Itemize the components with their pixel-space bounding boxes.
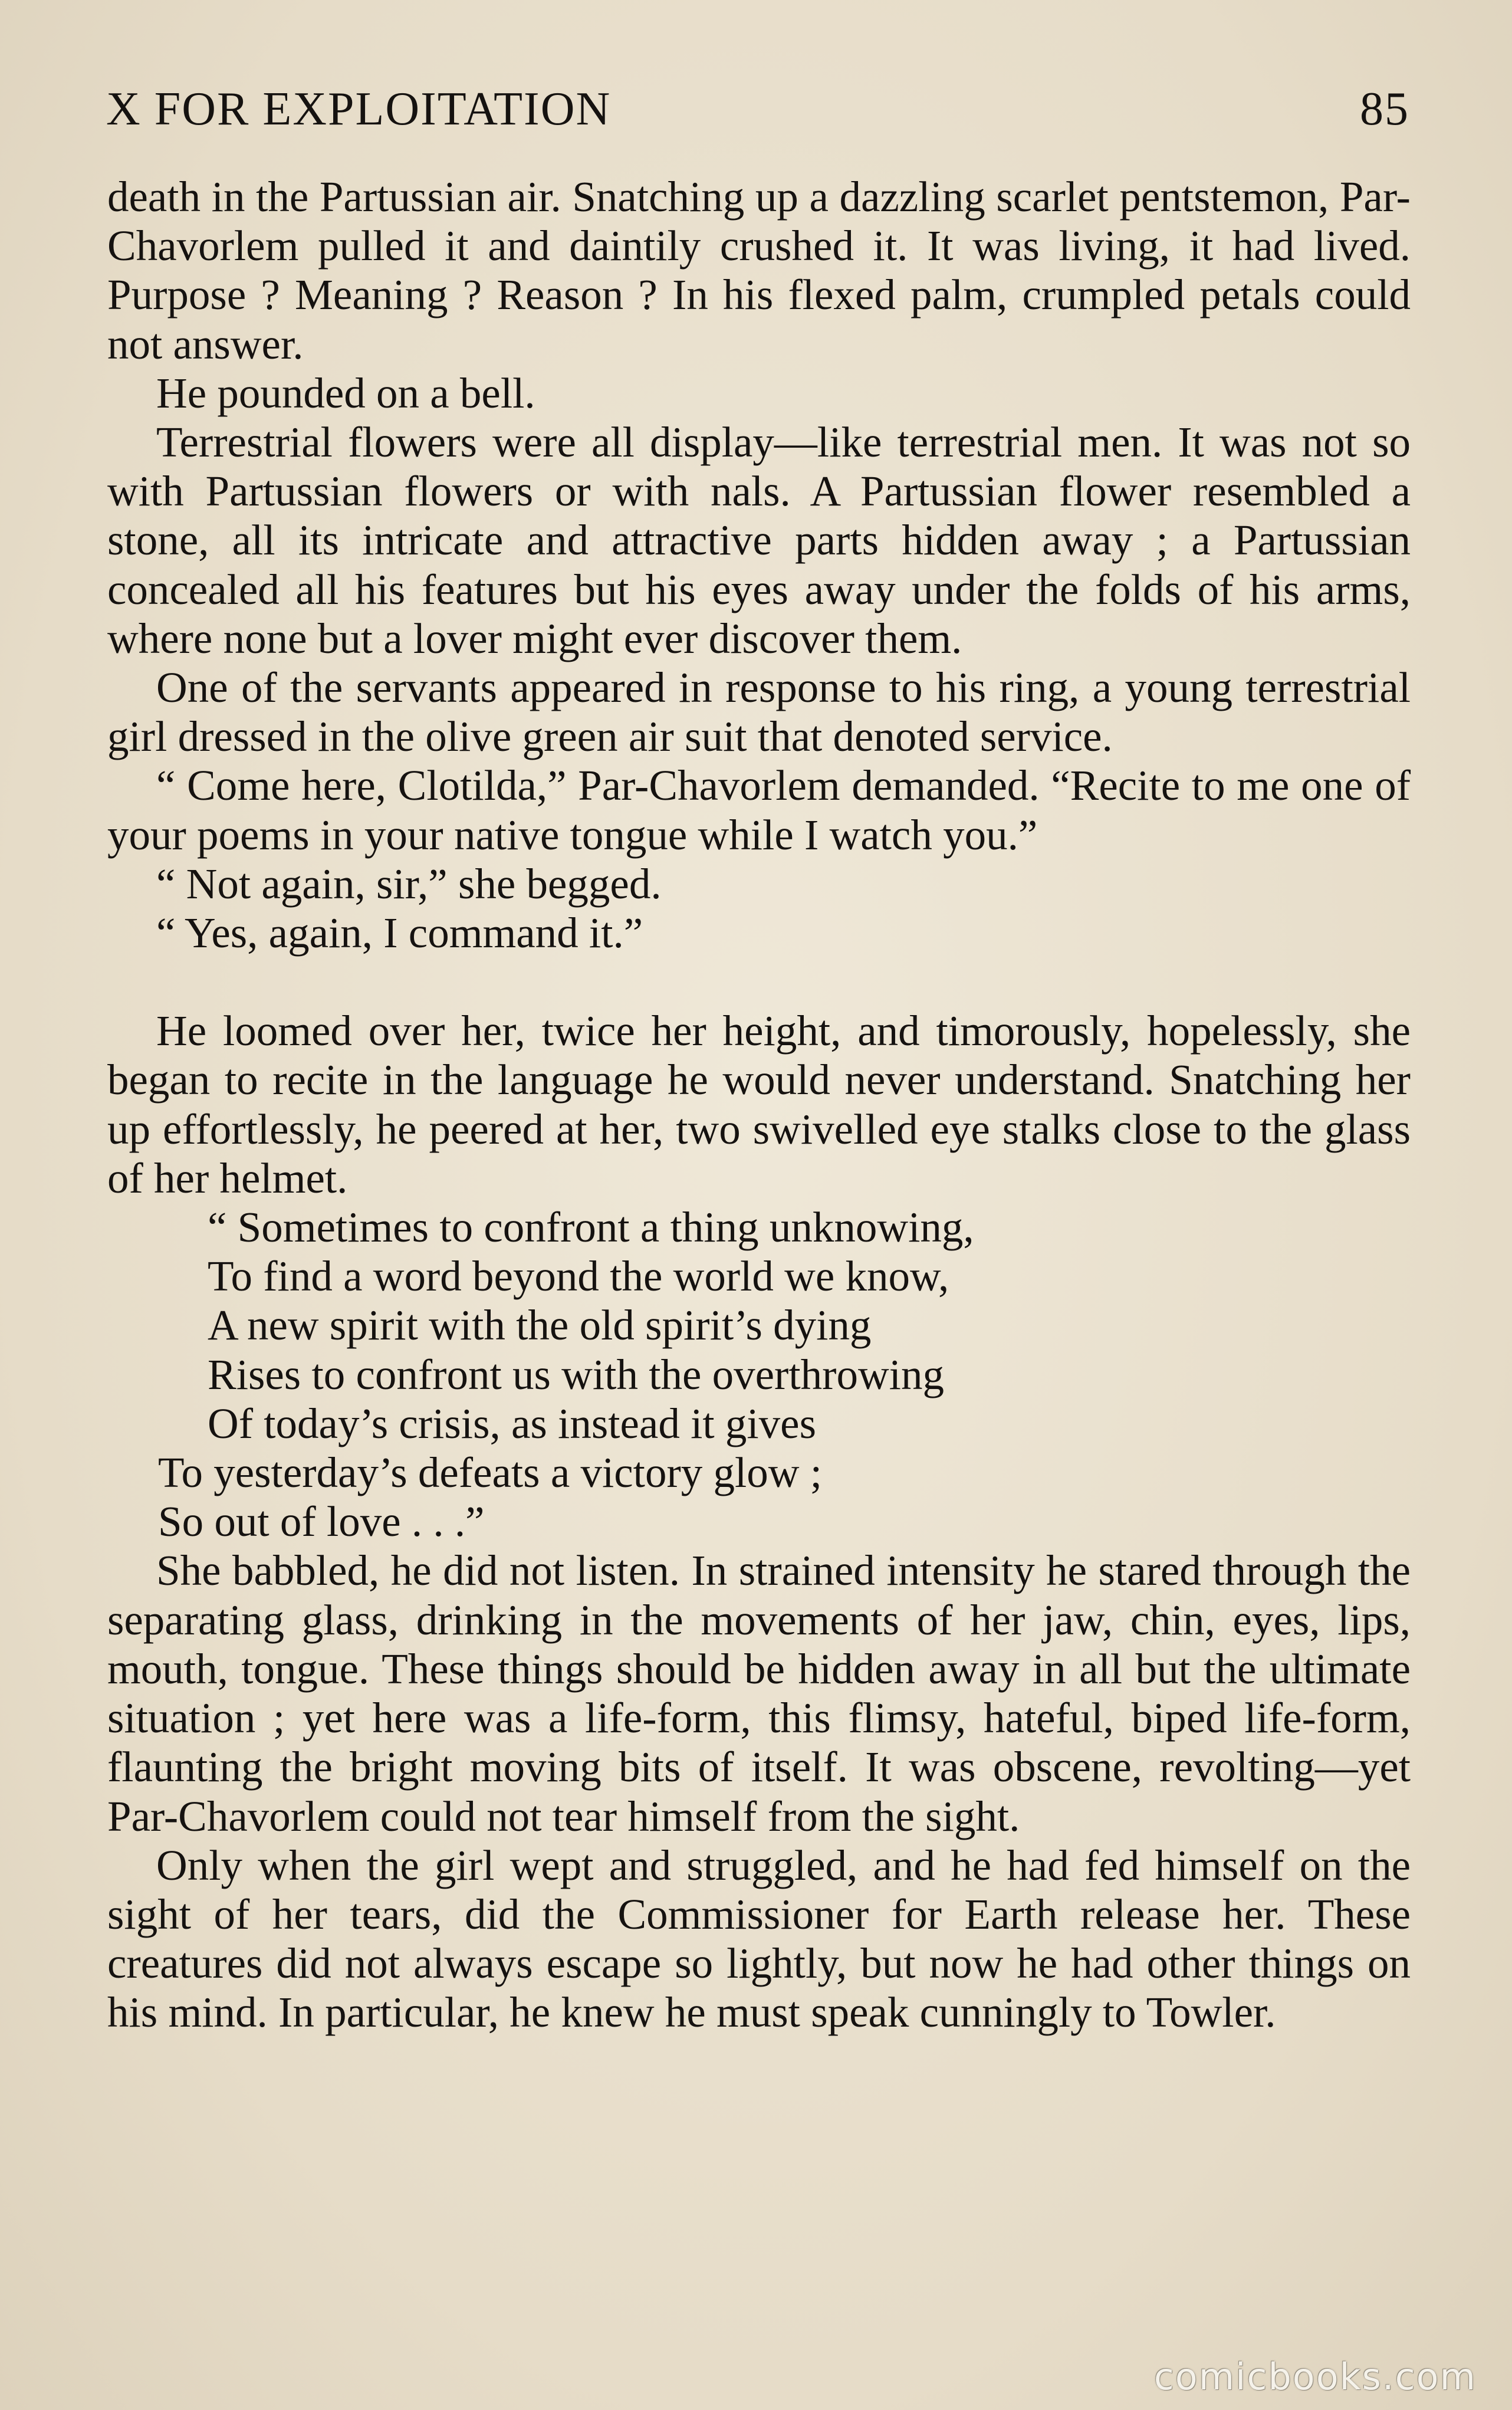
paragraph: He pounded on a bell. — [156, 369, 535, 417]
poem-line: Of today’s crisis, as instead it gives — [208, 1399, 816, 1447]
dialogue-paragraph: “ Come here, Clotilda,” Par-Chavorlem demanded. “Recite to me one of your poems in your native tongue while I watch you.” — [107, 761, 1411, 859]
paragraph: One of the servants appeared in response to his ring, a young terrestrial girl dressed in the olive green air suit that denoted service. — [107, 664, 1411, 761]
paragraph: He loomed over her, twice her height, and timorously, hopelessly, she began to recite in the language he would never understand. Snatching her up effortlessly, he peered at her, two swivelled eye stalks close to the glass of her helmet. — [107, 1007, 1411, 1202]
poem-line: To yesterday’s defeats a victory glow ; — [158, 1449, 823, 1497]
poem-line: To find a word beyond the world we know, — [208, 1252, 949, 1301]
poem-line: Rises to confront us with the overthrowing — [208, 1350, 944, 1398]
paragraph: death in the Partussian air. Snatching up a dazzling scarlet pentstemon, Par-Chavorlem pulled it and daintily crushed it. It was living, it had lived. Purpose ? Meaning ? Reason ? In his flexed palm, crumpled petals could not answer. — [107, 173, 1411, 368]
paragraph: She babbled, he did not listen. In strained intensity he stared through the separating glass, drinking in the movements of her jaw, chin, eyes, lips, mouth, tongue. These things should be hidden away in all but the ultimate situation ; yet here was a life-form, this flimsy, hateful, biped life-form, flaunting the bright moving bits of itself. It was obscene, revolting—yet Par-Chavorlem could not tear himself from the sight. — [107, 1547, 1411, 1840]
page-body — [107, 172, 1411, 2037]
dialogue-paragraph: “ Yes, again, I command it.” — [156, 909, 643, 957]
paragraph: Only when the girl wept and struggled, and he had fed himself on the sight of her tears, did the Commissioner for Earth release her. These creatures did not always escape so lightly, but now he had other things on his mind. In particular, he knew he must speak cunningly to Towler. — [107, 1841, 1411, 2037]
chapter-title: X FOR EXPLOITATION — [106, 83, 612, 135]
watermark-logo: comicbooks.com — [1153, 2355, 1477, 2398]
poem-line: So out of love . . .” — [158, 1498, 485, 1546]
poem — [107, 1203, 1411, 1546]
paragraph: Terrestrial flowers were all display—like terrestrial men. It was not so with Partussian flowers or with nals. A Partussian flower resembled a stone, all its intricate and attractive parts hidden away ; a Partussian concealed all his features but his eyes away under the folds of his arms, where none but a lover might ever discover them. — [107, 418, 1411, 662]
poem-line: A new spirit with the old spirit’s dying — [208, 1301, 872, 1350]
page-number: 85 — [1360, 83, 1409, 135]
poem-line: “ Sometimes to confront a thing unknowing, — [208, 1203, 974, 1252]
dialogue-paragraph: “ Not again, sir,” she begged. — [156, 859, 662, 908]
running-header — [106, 77, 1409, 142]
